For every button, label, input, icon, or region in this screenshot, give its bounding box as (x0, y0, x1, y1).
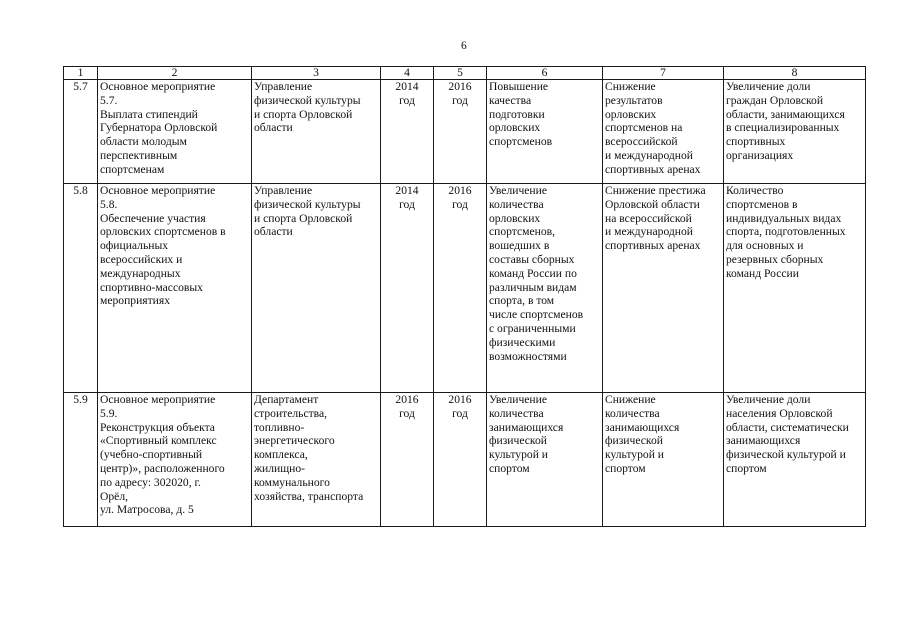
measures-table (63, 66, 866, 527)
indicator-cell (724, 80, 866, 184)
page-number: 6 (461, 40, 467, 52)
cell-line: команд России по (489, 266, 577, 280)
measure-cell (98, 184, 252, 393)
cell-line: количества (489, 197, 544, 211)
cell-line: спортом (605, 461, 646, 475)
table-body (64, 67, 866, 527)
cell-line: занимающихся (726, 434, 801, 448)
cell-line: области (254, 225, 293, 239)
cell-line: Основное мероприятие (100, 184, 216, 197)
cell-line: орловских (489, 121, 541, 135)
result-cell (487, 184, 603, 393)
cell-line: спортивных аренах (605, 239, 701, 253)
cell-line: количества (605, 406, 660, 420)
cell-line: спортом (726, 461, 767, 475)
cell-line: физической (489, 434, 547, 448)
cell-line: мероприятиях (100, 294, 171, 308)
cell-line: спортивных аренах (605, 162, 701, 176)
cell-line: 5.9. (100, 406, 118, 420)
cell-line: физической культурой и (726, 448, 846, 462)
cell-line: спортсменов (489, 135, 553, 149)
cell-line: 5.7. (100, 93, 118, 107)
row-number: 5.9 (64, 393, 98, 527)
executor-cell (252, 393, 381, 527)
cell-line: Обеспечение участия (100, 211, 206, 225)
cell-line: по адресу: 302020, г. (100, 475, 201, 489)
cell-line: для основных и (726, 239, 804, 253)
cell-line: энергетического (254, 434, 335, 448)
cell-line: Выплата стипендий (100, 107, 198, 121)
cell-line: спортивно-массовых (100, 280, 203, 294)
cell-line: коммунального (254, 475, 330, 489)
cell-line: всероссийских и (100, 252, 183, 266)
start-year-cell (381, 80, 434, 184)
end-year-cell (434, 80, 487, 184)
header-cell: 5 (434, 67, 487, 80)
cell-line: и международной (605, 148, 694, 162)
cell-line: 2014 (395, 80, 419, 93)
row-number: 5.7 (64, 80, 98, 184)
cell-line: физической (605, 434, 663, 448)
cell-line: год (452, 406, 468, 420)
result-cell (487, 393, 603, 527)
cell-line: Управление (254, 80, 313, 93)
header-cell: 4 (381, 67, 434, 80)
cell-line: Количество (726, 184, 784, 197)
consequence-cell (603, 184, 724, 393)
header-cell: 1 (64, 67, 98, 80)
cell-line: физической культуры (254, 93, 361, 107)
cell-line: составы сборных (489, 252, 575, 266)
cell-line: и спорта Орловской (254, 107, 353, 121)
cell-line: Повышение (489, 80, 549, 93)
cell-line: Орловской области (605, 197, 700, 211)
end-year-cell (434, 184, 487, 393)
cell-line: строительства, (254, 406, 328, 420)
table-row (64, 184, 866, 393)
cell-line: Снижение (605, 80, 656, 93)
cell-line: центр)», расположенного (100, 461, 225, 475)
cell-line: результатов (605, 93, 663, 107)
cell-line: занимающихся (605, 420, 680, 434)
cell-line: международных (100, 266, 181, 280)
cell-line: орловских (605, 107, 657, 121)
cell-line: культурой и (605, 448, 664, 462)
cell-line: занимающихся (489, 420, 564, 434)
cell-line: перспективным (100, 148, 178, 162)
cell-line: Увеличение доли (726, 80, 811, 93)
indicator-cell (724, 184, 866, 393)
cell-line: граждан Орловской (726, 93, 824, 107)
cell-line: резервных сборных (726, 252, 824, 266)
measure-cell (98, 393, 252, 527)
cell-line: Губернатора Орловской (100, 121, 218, 135)
cell-line: области молодым (100, 135, 187, 149)
cell-line: год (452, 197, 468, 211)
cell-line: спортсменам (100, 162, 165, 176)
cell-line: официальных (100, 239, 169, 253)
cell-line: орловских спортсменов в (100, 225, 226, 239)
executor-cell (252, 80, 381, 184)
cell-line: области, систематически (726, 420, 849, 434)
cell-line: различным видам (489, 280, 577, 294)
cell-line: Основное мероприятие (100, 80, 216, 93)
cell-line: организациях (726, 148, 794, 162)
consequence-cell (603, 80, 724, 184)
header-cell: 6 (487, 67, 603, 80)
start-year-cell (381, 393, 434, 527)
cell-line: населения Орловской (726, 406, 833, 420)
cell-line: возможностями (489, 349, 567, 363)
cell-line: качества (489, 93, 532, 107)
end-year-cell (434, 393, 487, 527)
cell-line: и спорта Орловской (254, 211, 353, 225)
cell-line: (учебно-спортивный (100, 448, 203, 462)
cell-line: год (399, 406, 415, 420)
cell-line: хозяйства, транспорта (254, 489, 364, 503)
measure-cell (98, 80, 252, 184)
cell-line: Увеличение (489, 184, 547, 197)
header-cell: 3 (252, 67, 381, 80)
cell-line: «Спортивный комплекс (100, 434, 217, 448)
cell-line: спортсменов на (605, 121, 683, 135)
cell-line: комплекса, (254, 448, 308, 462)
cell-line: области, занимающихся (726, 107, 845, 121)
cell-line: год (399, 197, 415, 211)
cell-line: Управление (254, 184, 313, 197)
cell-line: спортом (489, 461, 530, 475)
header-cell: 8 (724, 67, 866, 80)
cell-line: Снижение (605, 393, 656, 406)
header-cell: 7 (603, 67, 724, 80)
result-cell (487, 80, 603, 184)
table-row (64, 80, 866, 184)
cell-line: Увеличение (489, 393, 547, 406)
cell-line: год (452, 93, 468, 107)
cell-line: вошедших в (489, 239, 550, 253)
cell-line: области (254, 121, 293, 135)
cell-line: всероссийской (605, 135, 678, 149)
cell-line: 2016 (448, 393, 472, 406)
cell-line: орловских (489, 211, 541, 225)
cell-line: Снижение престижа (605, 184, 706, 197)
cell-line: с ограниченными (489, 321, 576, 335)
cell-line: спорта, в том (489, 294, 555, 308)
cell-line: культурой и (489, 448, 548, 462)
indicator-cell (724, 393, 866, 527)
cell-line: 2016 (395, 393, 419, 406)
cell-line: подготовки (489, 107, 545, 121)
cell-line: физическими (489, 335, 556, 349)
cell-line: индивидуальных видах (726, 211, 842, 225)
cell-line: на всероссийской (605, 211, 692, 225)
cell-line: 2016 (448, 184, 472, 197)
cell-line: топливно- (254, 420, 305, 434)
cell-line: Увеличение доли (726, 393, 811, 406)
row-number: 5.8 (64, 184, 98, 393)
executor-cell (252, 184, 381, 393)
cell-line: спорта, подготовленных (726, 225, 846, 239)
cell-line: ул. Матросова, д. 5 (100, 503, 194, 517)
cell-line: Основное мероприятие (100, 393, 216, 406)
cell-line: числе спортсменов (489, 308, 584, 322)
cell-line: количества (489, 406, 544, 420)
cell-line: спортсменов, (489, 225, 556, 239)
cell-line: 2014 (395, 184, 419, 197)
consequence-cell (603, 393, 724, 527)
cell-line: 2016 (448, 80, 472, 93)
cell-line: 5.8. (100, 197, 118, 211)
header-row (64, 67, 866, 80)
header-cell: 2 (98, 67, 252, 80)
table-row (64, 393, 866, 527)
cell-line: команд России (726, 266, 799, 280)
cell-line: в специализированных (726, 121, 840, 135)
start-year-cell (381, 184, 434, 393)
cell-line: Реконструкция объекта (100, 420, 215, 434)
cell-line: и международной (605, 225, 694, 239)
cell-line: Департамент (254, 393, 319, 406)
cell-line: спортивных (726, 135, 786, 149)
cell-line: жилищно- (254, 461, 305, 475)
cell-line: Орёл, (100, 489, 128, 503)
cell-line: год (399, 93, 415, 107)
cell-line: спортсменов в (726, 197, 798, 211)
cell-line: физической культуры (254, 197, 361, 211)
